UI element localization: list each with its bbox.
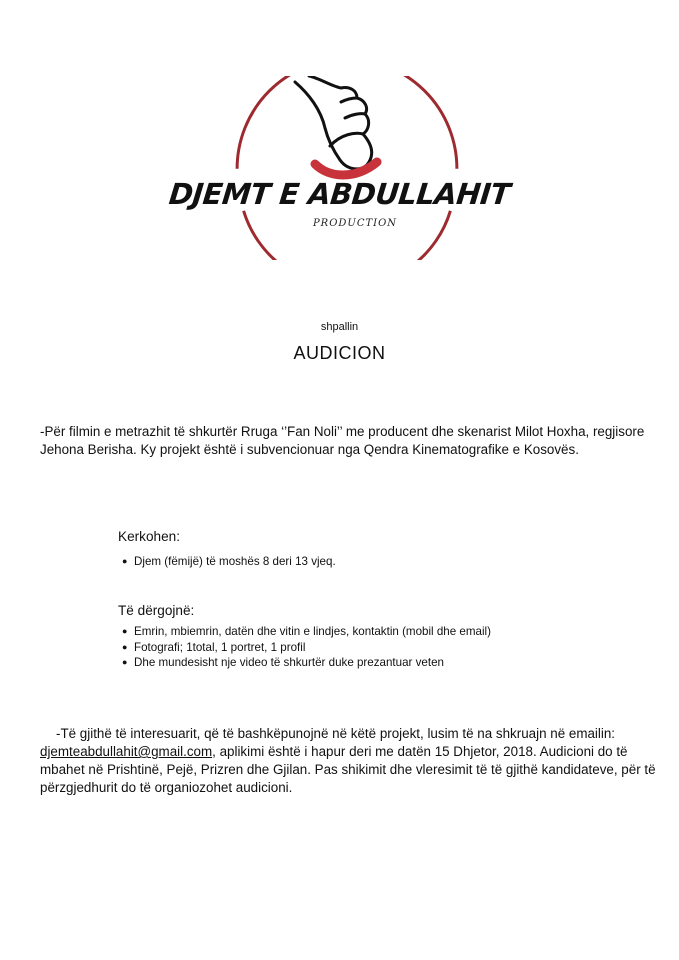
intro-paragraph: -Për filmin e metrazhit të shkurtër Rruga ‘’Fan Noli’’ me producent dhe skenarist Milot Hoxha, regjisore Jehona Berisha. Ky projekt është i subvencionuar nga Qendra Kinematografike e Kosovës. bbox=[40, 424, 645, 457]
brand-logo bbox=[217, 76, 477, 260]
list-item: ● Djem (fëmijë) të moshës 8 deri 13 vjeq. bbox=[120, 554, 336, 570]
footer-intro-text: -Të gjithë të interesuarit, që të bashkëpunojnë në këtë projekt, lusim të na shkruajn në emailin: bbox=[56, 726, 616, 741]
list-item: ● Dhe mundesisht nje video të shkurtër duke prezantuar veten bbox=[120, 655, 491, 671]
send-section-title: Të dërgojnë: bbox=[118, 603, 195, 618]
brand-name: DJEMT E ABDULLAHIT bbox=[167, 177, 512, 211]
wanted-list bbox=[120, 554, 336, 570]
send-list bbox=[120, 624, 491, 671]
list-item: ● Emrin, mbiemrin, datën dhe vitin e lindjes, kontaktin (mobil dhe email) bbox=[120, 624, 491, 640]
announcement-label: shpallin bbox=[320, 321, 359, 333]
footer-paragraph bbox=[40, 725, 660, 797]
pointing-hand-icon bbox=[295, 76, 372, 169]
wanted-section-title: Kerkohen: bbox=[118, 529, 180, 544]
page-title: AUDICION bbox=[293, 343, 386, 363]
footer-details-text: , aplikimi është i hapur deri me datën 15 Dhjetor, 2018. Audicioni do të mbahet në Prishtinë, Pejë, Prizren dhe Gjilan. Pas shikimit dhe vleresimit të të gjithë kandidateve, për të përzgjedhurit do të organiozohet audicioni. bbox=[40, 744, 656, 795]
email-link[interactable]: djemteabdullahit@gmail.com bbox=[40, 744, 213, 759]
brand-subtitle: PRODUCTION bbox=[312, 218, 398, 229]
list-item: ● Fotografi; 1total, 1 portret, 1 profil bbox=[120, 640, 491, 656]
